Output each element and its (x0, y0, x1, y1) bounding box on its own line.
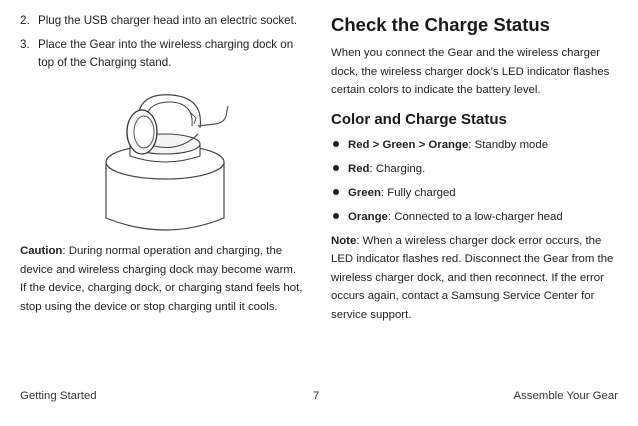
step-text: Place the Gear into the wireless charging dock on top of the Charging stand. (38, 38, 294, 69)
bullet-icon (333, 213, 339, 219)
caution-text (20, 242, 305, 316)
note-body: : When a wireless charger dock error occurs, the LED indicator flashes red. Disconnect the Gear from the wireless charger dock, and then reconnect. If the error occurs again, contact a Samsung Service Center for service support. (331, 234, 614, 321)
status-list (331, 136, 623, 226)
bullet-icon (333, 189, 339, 195)
status-label: Green (348, 186, 381, 199)
list-item (331, 136, 623, 154)
status-label: Orange (348, 210, 388, 223)
status-desc: : Connected to a low-charger head (387, 210, 563, 223)
step-number: 2. (20, 14, 30, 27)
charging-stand-illustration (90, 92, 240, 240)
step-item (20, 12, 305, 30)
page-number: 7 (313, 390, 320, 402)
footer-chapter: Assemble Your Gear (513, 390, 618, 402)
list-item (331, 208, 623, 226)
caution-body: : During normal operation and charging, the device and wireless charging dock may become warm. If the device, charging dock, or charging stand feels hot, stop using the device or stop charging until it cools. (20, 245, 303, 313)
step-text: Plug the USB charger head into an electric socket. (38, 14, 298, 27)
caution-label: Caution (20, 245, 63, 257)
status-desc: : Standby mode (468, 138, 549, 151)
status-label: Red > Green > Orange (348, 138, 469, 151)
bullet-icon (333, 165, 339, 171)
right-column (331, 12, 623, 324)
step-item (20, 36, 305, 72)
footer-section: Getting Started (20, 390, 97, 402)
list-item (331, 184, 623, 202)
bullet-icon (333, 141, 339, 147)
list-item (331, 160, 623, 178)
subsection-heading: Color and Charge Status (331, 110, 507, 128)
page-footer (20, 390, 618, 408)
section-heading: Check the Charge Status (331, 14, 550, 35)
status-label: Red (348, 162, 370, 175)
step-number: 3. (20, 38, 30, 51)
status-desc: : Fully charged (380, 186, 456, 199)
note-text (331, 232, 623, 325)
intro-paragraph: When you connect the Gear and the wireless charger dock, the wireless charger dock’s LED indicator flashes certain colors to indicate the battery level. (331, 47, 610, 96)
left-column (20, 12, 305, 78)
note-label: Note (331, 234, 357, 247)
status-desc: : Charging. (369, 162, 426, 175)
